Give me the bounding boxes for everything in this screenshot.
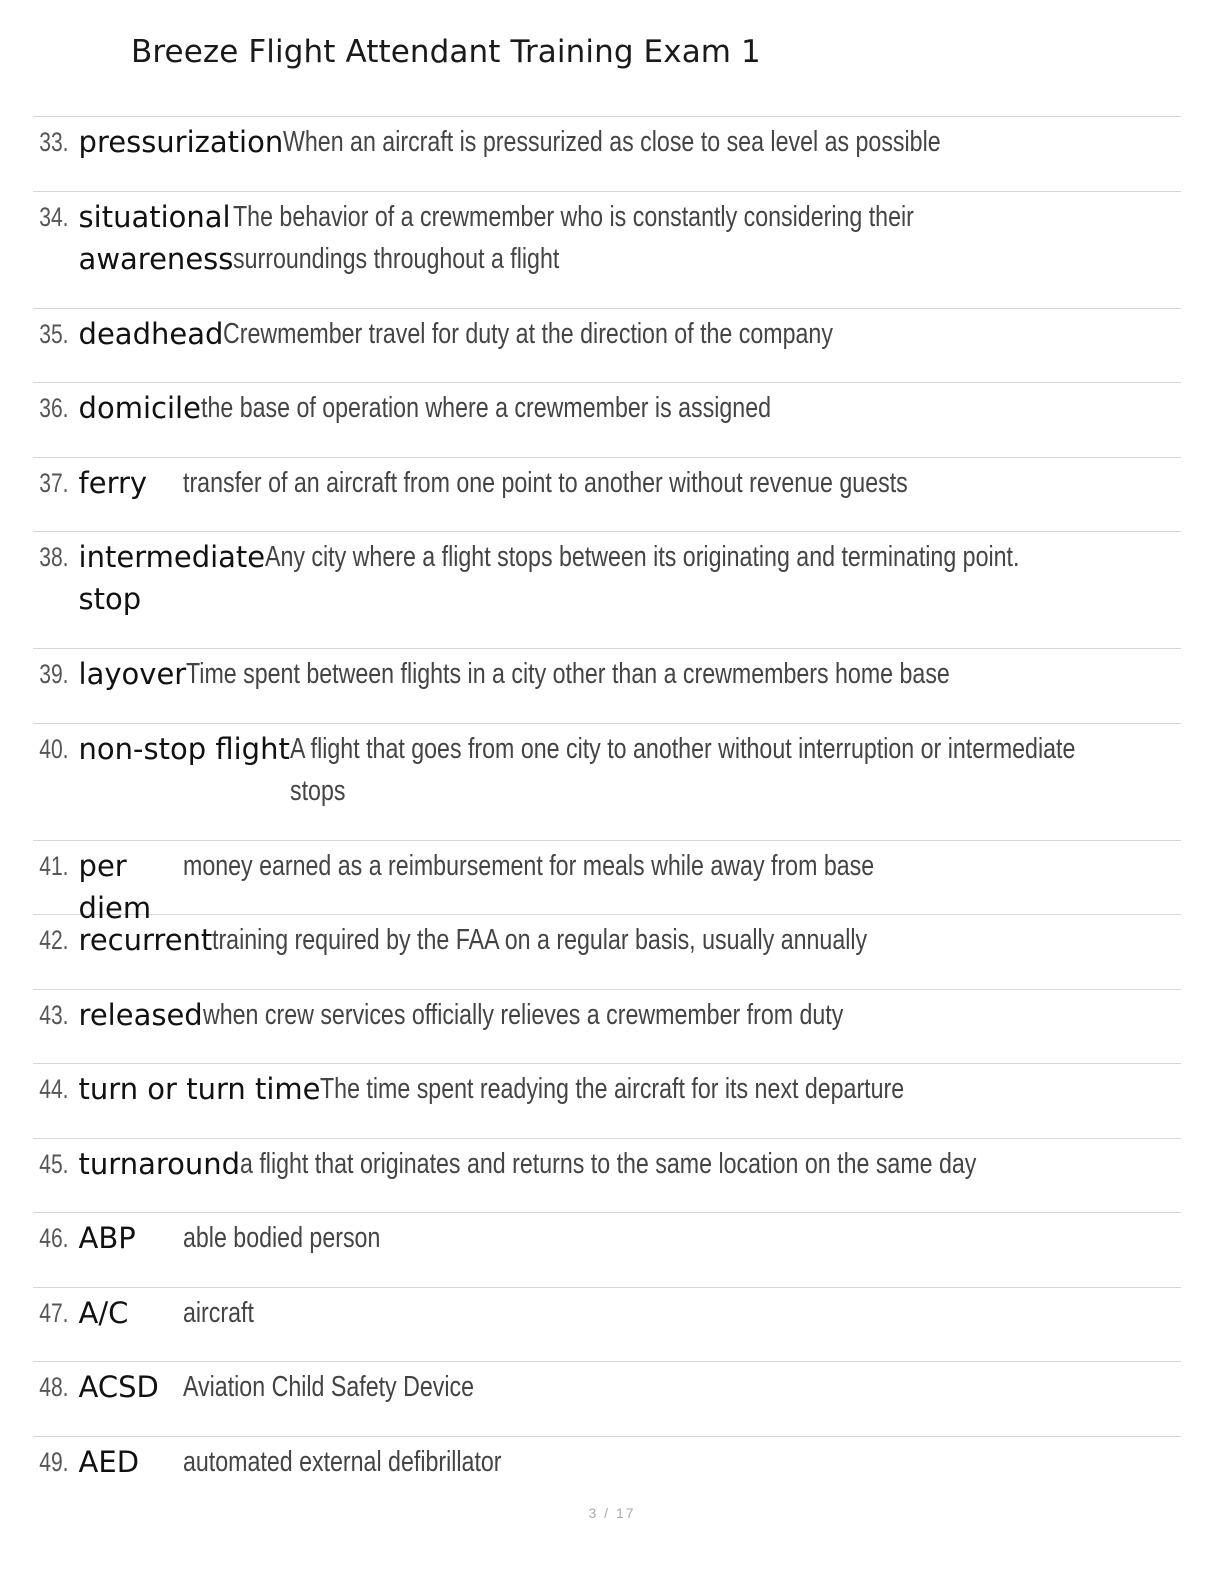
term-name: ABP [78,1221,136,1255]
term-row [33,1437,1181,1512]
term-definition: When an aircraft is pressurized as close to sea level as possible [283,126,941,158]
term-name: released [78,997,203,1032]
term-definition: The behavior of a crewmember who is constantly considering their surroundings throughout a flight [233,200,915,275]
term-name: A/C [78,1295,129,1330]
term-row [33,841,1181,925]
term-number: 34. [39,201,69,232]
term-definition: when crew services officially relieves a crewmember from duty [202,998,844,1031]
term-row [33,192,1181,309]
term-row [33,117,1181,192]
term-name: per diem [78,848,152,925]
term-name: turnaround [78,1146,241,1181]
term-name: situational awareness [78,199,234,276]
term-number: 36. [39,393,69,423]
term-name: turn or turn time [78,1072,321,1106]
term-row [33,990,1181,1065]
term-number: 46. [39,1223,69,1253]
term-name: layover [78,657,187,691]
term-list [33,116,1181,1511]
term-number: 45. [39,1148,69,1179]
term-name: non-stop flight [78,731,290,766]
term-number: 40. [39,733,69,764]
term-number: 37. [39,467,69,498]
term-definition: automated external defibrillator [183,1445,502,1478]
term-number: 49. [39,1446,69,1477]
term-definition: the base of operation where a crewmember is assigned [200,392,771,424]
term-number: 33. [39,127,69,157]
term-name: deadhead [78,316,224,351]
term-row [33,724,1181,841]
term-number: 47. [39,1297,69,1328]
term-definition: able bodied person [183,1222,381,1254]
term-name: domicile [78,391,201,425]
term-row [33,1288,1181,1363]
term-name: recurrent [78,923,213,957]
term-definition: training required by the FAA on a regular basis, usually annually [212,924,868,956]
term-definition: a flight that originates and returns to the same location on the same day [240,1147,977,1180]
term-definition: Crewmember travel for duty at the direction of the company [223,317,834,350]
term-number: 48. [39,1372,69,1402]
term-row [33,383,1181,458]
term-row [33,532,1181,649]
term-name: AED [78,1444,140,1479]
term-name: ferry [78,465,148,500]
page-title: Breeze Flight Attendant Training Exam 1 [131,34,761,70]
term-definition: A flight that goes from one city to another without interruption or intermediate stops [289,732,1076,807]
term-row [33,458,1181,533]
term-definition: Time spent between flights in a city other than a crewmembers home base [186,658,951,690]
term-row [33,309,1181,384]
term-definition: Any city where a flight stops between its originating and terminating point. [265,541,1020,573]
term-definition: The time spent readying the aircraft for its next departure [320,1073,905,1105]
term-number: 39. [39,659,69,689]
term-row [33,1213,1181,1288]
term-name: pressurization [78,125,284,159]
term-row [33,1362,1181,1437]
term-number: 44. [39,1074,69,1104]
term-row [33,915,1181,990]
term-number: 41. [39,850,69,881]
term-row [33,649,1181,724]
term-number: 38. [39,542,69,572]
term-number: 42. [39,925,69,955]
term-row [33,1139,1181,1214]
term-definition: Aviation Child Safety Device [183,1371,475,1403]
term-name: ACSD [78,1370,159,1404]
term-definition: transfer of an aircraft from one point to another without revenue guests [183,466,908,499]
page-indicator: 3 / 17 [588,1505,636,1521]
term-number: 43. [39,999,69,1030]
term-definition: aircraft [183,1296,254,1329]
term-row [33,1064,1181,1139]
term-name: intermediate stop [78,540,266,616]
term-number: 35. [39,318,69,349]
term-definition: money earned as a reimbursement for meals while away from base [183,849,875,882]
